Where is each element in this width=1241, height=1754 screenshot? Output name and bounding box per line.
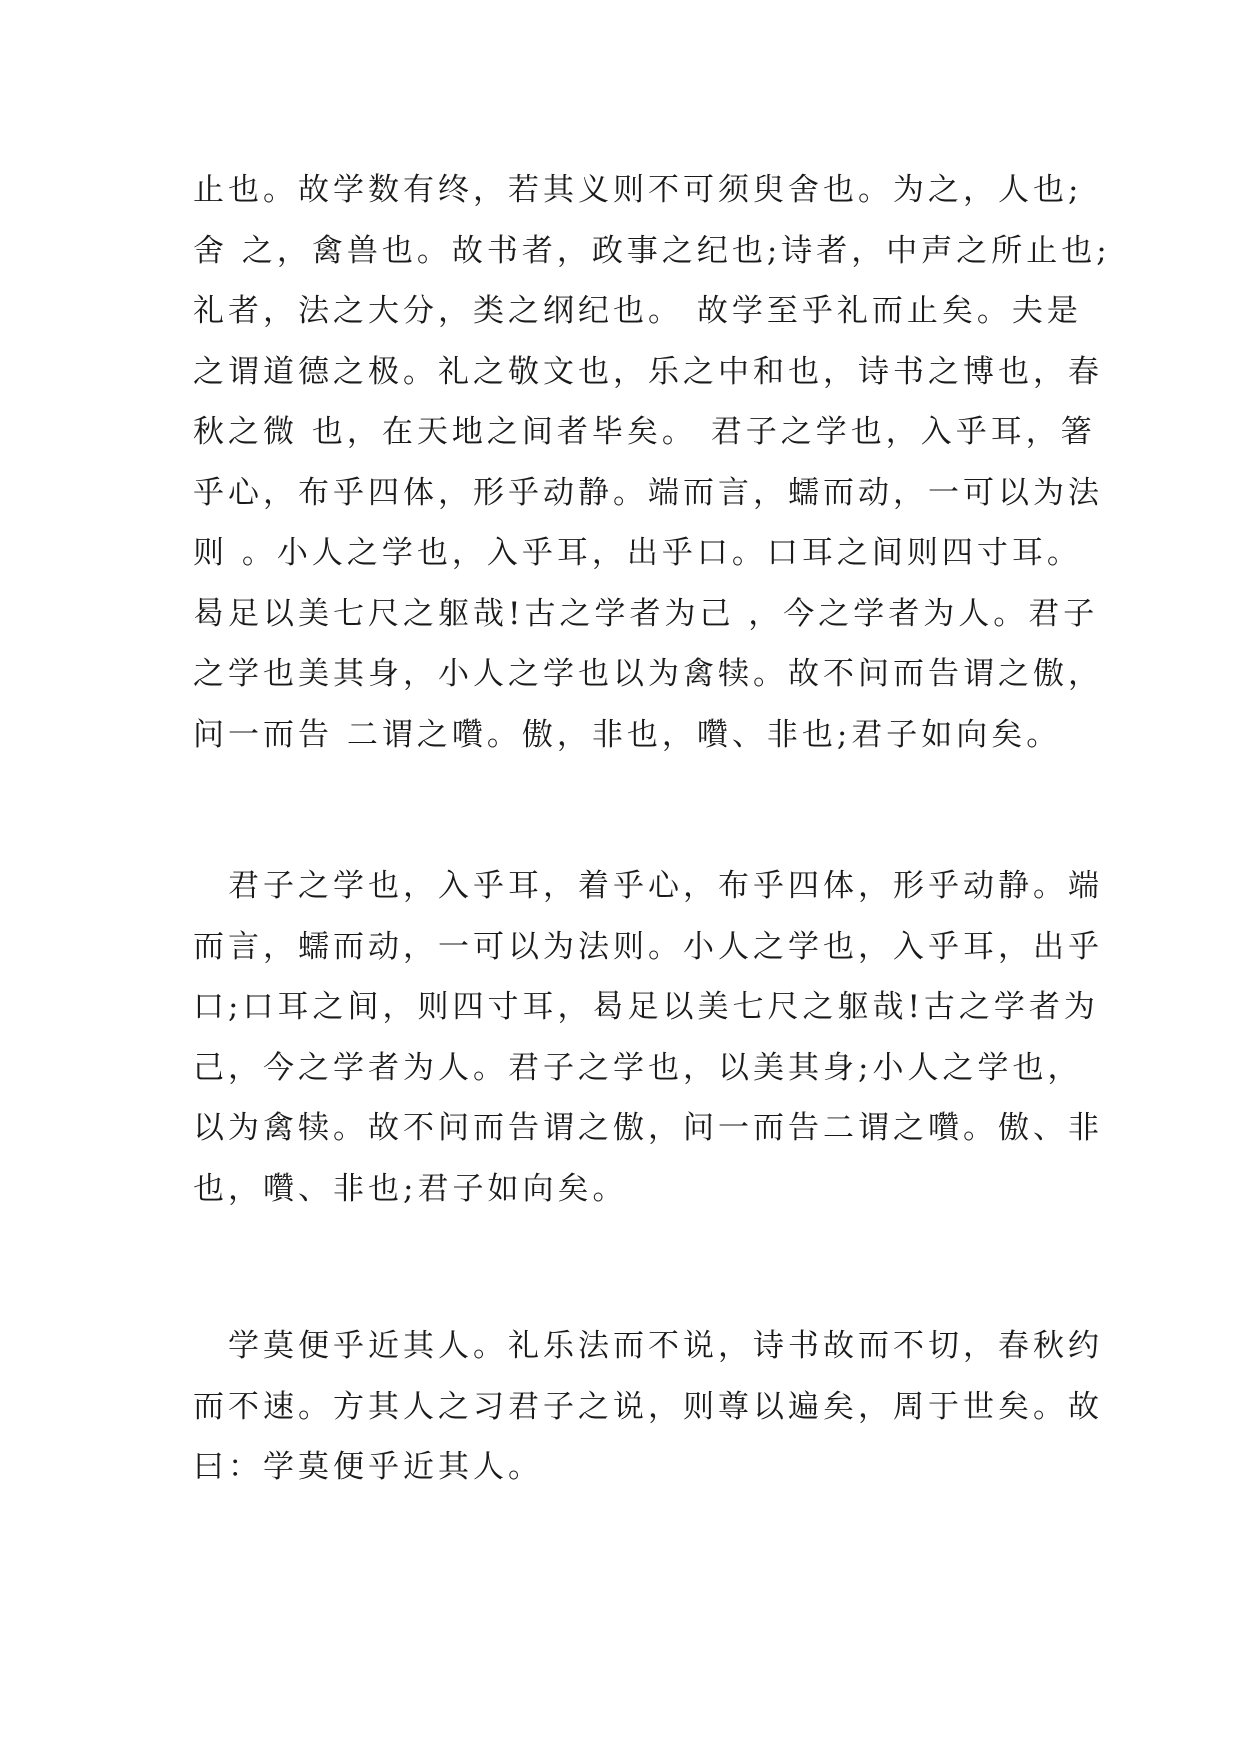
text-line: 以为禽犊。故不问而告谓之傲，问一而告二谓之囋。傲、非 (193, 1110, 1103, 1146)
text-line: 曰：学莫便乎近其人。 (193, 1449, 543, 1485)
text-line: 礼者，法之大分，类之纲纪也。 故学至乎礼而止矣。夫是 (193, 293, 1082, 329)
paragraph-3 (193, 1316, 1103, 1498)
text-line: 则 。小人之学也，入乎耳，出乎口。口耳之间则四寸耳。 (193, 535, 1082, 571)
text-line: 君子之学也，入乎耳，着乎心，布乎四体，形乎动静。端 (193, 868, 1103, 904)
paragraph-1 (193, 160, 1111, 765)
text-line: 曷足以美七尺之躯哉!古之学者为己 ，今之学者为人。君子 (193, 595, 1099, 632)
text-line: 而不速。方其人之习君子之说，则尊以遍矣，周于世矣。故 (193, 1388, 1103, 1425)
text-line: 之谓道德之极。礼之敬文也，乐之中和也，诗书之博也，春 (193, 353, 1103, 390)
text-line: 秋之微 也，在天地之间者毕矣。 君子之学也，入乎耳，箸 (193, 414, 1096, 450)
text-line: 也，囋、非也;君子如向矣。 (193, 1170, 628, 1207)
text-line: 己，今之学者为人。君子之学也，以美其身;小人之学也， (193, 1049, 1083, 1086)
text-line: 而言，蠕而动，一可以为法则。小人之学也，入乎耳，出乎 (193, 928, 1103, 965)
text-line: 舍 之，禽兽也。故书者，政事之纪也;诗者，中声之所止也; (193, 232, 1111, 269)
text-line: 学莫便乎近其人。礼乐法而不说，诗书故而不切，春秋约 (193, 1328, 1103, 1364)
text-line: 之学也美其身，小人之学也以为禽犊。故不问而告谓之傲， (193, 656, 1103, 692)
text-line: 止也。故学数有终，若其义则不可须臾舍也。为之，人也; (193, 172, 1083, 208)
paragraph-2 (193, 856, 1103, 1219)
text-line: 口;口耳之间，则四寸耳，曷足以美七尺之躯哉!古之学者为 (193, 989, 1099, 1025)
text-line: 乎心，布乎四体，形乎动静。端而言，蠕而动，一可以为法 (193, 474, 1103, 511)
text-line: 问一而告 二谓之囋。傲，非也，囋、非也;君子如向矣。 (193, 716, 1062, 753)
